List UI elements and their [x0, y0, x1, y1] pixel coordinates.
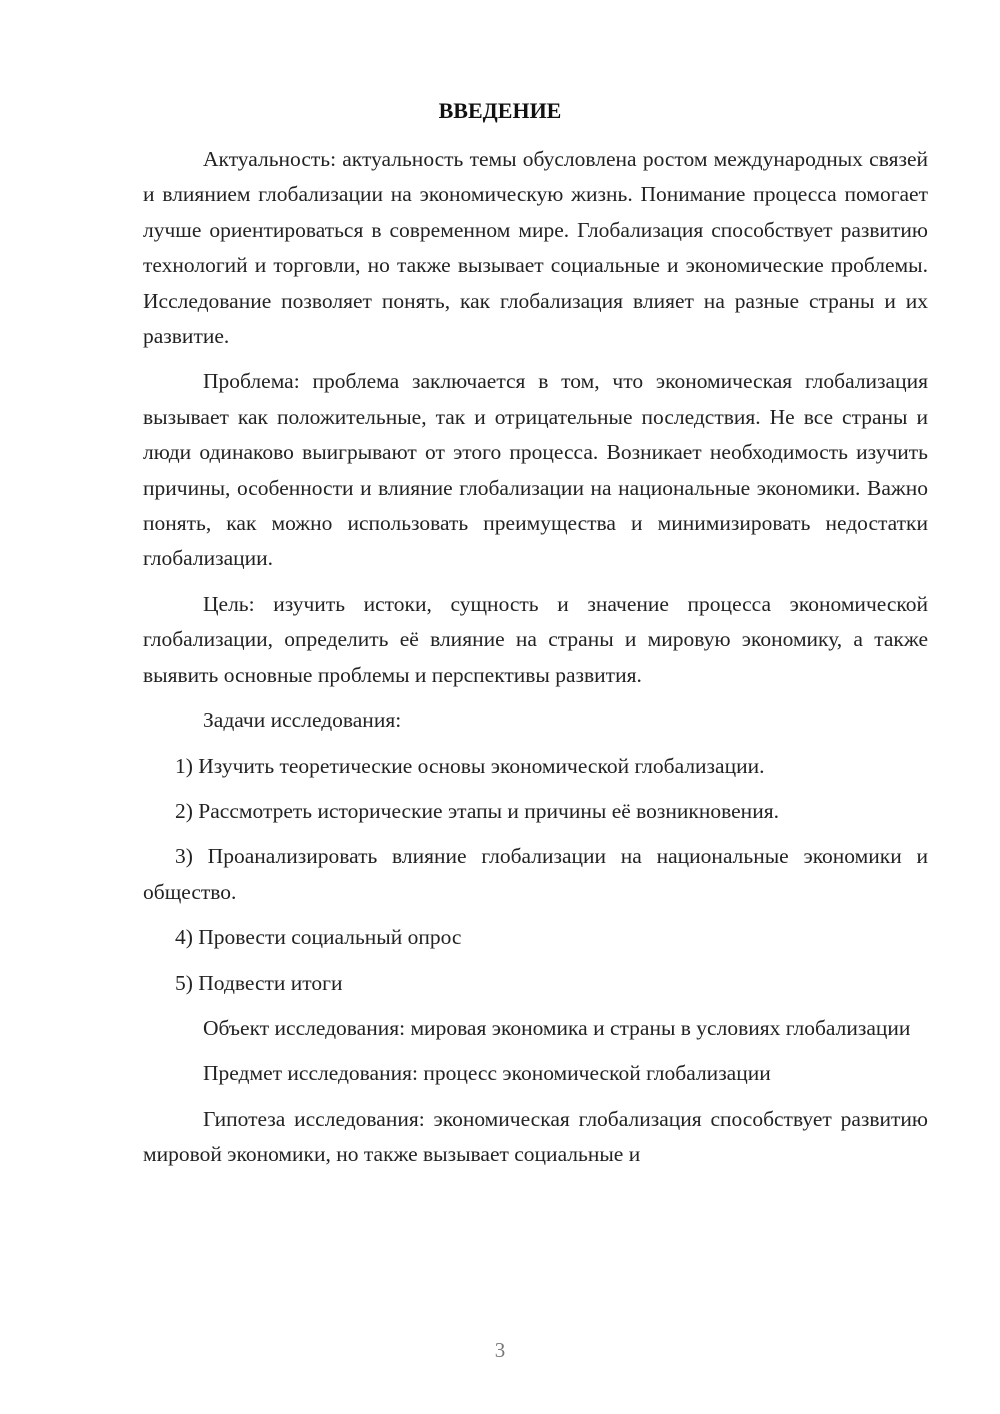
task-item-1: 1) Изучить теоретические основы экономической глобализации. [175, 753, 765, 778]
paragraph-hypothesis: Гипотеза исследования: экономическая глобализация способствует развитию мировой экономики, но также вызывает социальные и [143, 1106, 928, 1167]
task-item-3: 3) Проанализировать влияние глобализации на национальные экономики и общество. [143, 844, 928, 904]
paragraph-problem: Проблема: проблема заключается в том, что экономическая глобализация вызывает как положительные, так и отрицательные последствия. Не все страны и люди одинаково выигрывают от этого процесса. Возникает необходимость изучить причины, особенности и влияние глобализации на национальные экономики. Важно понять, как можно использовать преимущества и минимизировать недостатки глобализации. [143, 369, 928, 571]
paragraph-subject: Предмет исследования: процесс экономической глобализации [203, 1061, 771, 1086]
document-body [143, 142, 928, 1173]
task-item-4: 4) Провести социальный опрос [175, 925, 462, 950]
page-number: 3 [494, 1338, 506, 1362]
paragraph-relevance: Актуальность: актуальность темы обусловлена ростом международных связей и влиянием глобализации на экономическую жизнь. Понимание процесса помогает лучше ориентироваться в современном мире. Глобализация способствует развитию технологий и торговли, но также вызывает социальные и экономические проблемы. Исследование позволяет понять, как глобализация влияет на разные страны и их развитие. [143, 147, 928, 349]
task-item-5: 5) Подвести итоги [175, 970, 343, 995]
page-title: ВВЕДЕНИЕ [438, 98, 562, 123]
task-item-2: 2) Рассмотреть исторические этапы и причины её возникновения. [175, 798, 779, 823]
paragraph-object: Объект исследования: мировая экономика и страны в условиях глобализации [203, 1015, 911, 1040]
paragraph-goal: Цель: изучить истоки, сущность и значение процесса экономической глобализации, определить её влияние на страны и мировую экономику, а также выявить основные проблемы и перспективы развития. [143, 591, 928, 687]
tasks-heading: Задачи исследования: [203, 708, 402, 733]
